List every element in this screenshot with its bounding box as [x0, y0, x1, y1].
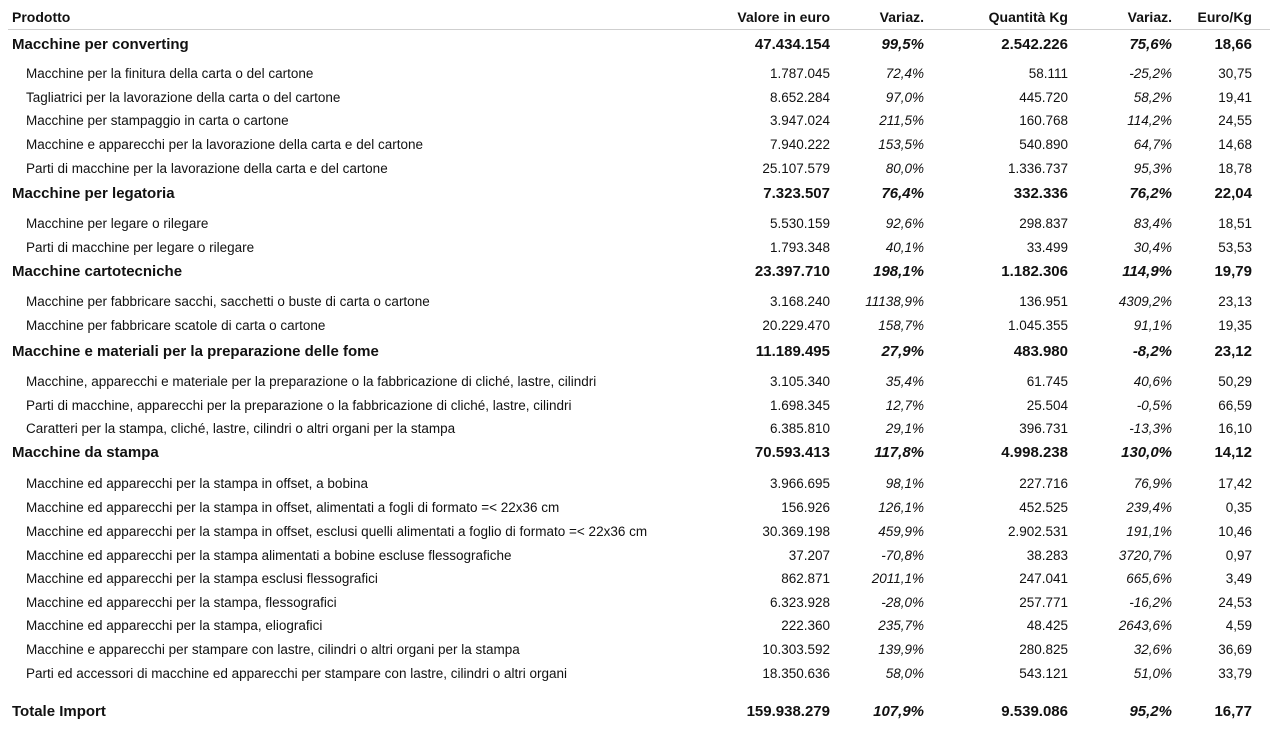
cell-euro-kg: 24,55 [1218, 113, 1252, 128]
cell-variaz-quantita: 76,9% [1133, 476, 1172, 491]
group-row [0, 341, 1270, 363]
cell-quantita: 38.283 [1026, 548, 1068, 563]
header-euro-kg: Euro/Kg [1197, 9, 1252, 25]
cell-prodotto: Macchine ed apparecchi per la stampa esclusi flessografici [26, 571, 378, 586]
cell-variaz-quantita: -8,2% [1132, 343, 1172, 360]
cell-variaz-valore: 107,9% [873, 703, 924, 720]
cell-valore: 25.107.579 [762, 161, 830, 176]
cell-prodotto: Tagliatrici per la lavorazione della carta o del cartone [26, 90, 341, 105]
cell-euro-kg: 19,41 [1218, 90, 1252, 105]
cell-quantita: 445.720 [1019, 90, 1068, 105]
table-row [0, 315, 1270, 337]
table-row [0, 521, 1270, 543]
cell-prodotto: Macchine ed apparecchi per la stampa alimentati a bobine escluse flessografiche [26, 548, 512, 563]
cell-quantita: 9.539.086 [1001, 703, 1068, 720]
table-row [0, 213, 1270, 235]
cell-prodotto: Macchine ed apparecchi per la stampa, eliografici [26, 618, 323, 633]
cell-variaz-valore: 92,6% [885, 216, 924, 231]
table-row [0, 497, 1270, 519]
cell-variaz-quantita: 239,4% [1126, 500, 1172, 515]
table-row [0, 592, 1270, 614]
cell-valore: 11.189.495 [755, 343, 830, 360]
cell-euro-kg: 18,66 [1214, 36, 1252, 53]
cell-valore: 6.323.928 [769, 595, 830, 610]
cell-prodotto: Macchine per fabbricare scatole di carta o cartone [26, 318, 326, 333]
table-row [0, 134, 1270, 156]
header-quantita: Quantità Kg [988, 9, 1068, 25]
cell-variaz-quantita: 83,4% [1133, 216, 1172, 231]
cell-variaz-quantita: 40,6% [1133, 374, 1172, 389]
table-row [0, 291, 1270, 313]
cell-euro-kg: 24,53 [1218, 595, 1252, 610]
cell-valore: 159.938.279 [746, 703, 830, 720]
group-row [0, 442, 1270, 464]
cell-valore: 1.787.045 [769, 66, 830, 81]
table-row [0, 473, 1270, 495]
cell-valore: 156.926 [781, 500, 830, 515]
cell-prodotto: Macchine per legare o rilegare [26, 216, 209, 231]
cell-valore: 1.793.348 [769, 240, 830, 255]
cell-quantita: 33.499 [1026, 240, 1068, 255]
cell-euro-kg: 19,79 [1214, 263, 1252, 280]
cell-prodotto: Macchine ed apparecchi per la stampa in offset, a bobina [26, 476, 368, 491]
cell-valore: 5.530.159 [769, 216, 830, 231]
cell-euro-kg: 3,49 [1225, 571, 1252, 586]
cell-variaz-quantita: 75,6% [1129, 36, 1172, 53]
cell-euro-kg: 50,29 [1218, 374, 1252, 389]
cell-prodotto: Macchine per fabbricare sacchi, sacchetti o buste di carta o cartone [26, 294, 430, 309]
cell-euro-kg: 0,35 [1225, 500, 1252, 515]
cell-euro-kg: 4,59 [1225, 618, 1252, 633]
cell-valore: 7.323.507 [763, 185, 830, 202]
cell-prodotto: Caratteri per la stampa, cliché, lastre, cilindri o altri organi per la stampa [26, 421, 456, 436]
cell-quantita: 396.731 [1019, 421, 1068, 436]
cell-quantita: 1.182.306 [1001, 263, 1068, 280]
cell-euro-kg: 30,75 [1218, 66, 1252, 81]
cell-prodotto: Parti di macchine per la lavorazione della carta e del cartone [26, 161, 388, 176]
cell-variaz-valore: 98,1% [885, 476, 924, 491]
cell-variaz-valore: 72,4% [885, 66, 924, 81]
cell-valore: 222.360 [781, 618, 830, 633]
cell-quantita: 298.837 [1019, 216, 1068, 231]
cell-euro-kg: 66,59 [1218, 398, 1252, 413]
cell-variaz-valore: 158,7% [878, 318, 924, 333]
cell-variaz-valore: -28,0% [881, 595, 924, 610]
cell-variaz-quantita: 64,7% [1133, 137, 1172, 152]
cell-variaz-quantita: 30,4% [1133, 240, 1172, 255]
cell-prodotto: Macchine, apparecchi e materiale per la preparazione o la fabbricazione di cliché, lastre, cilindri [26, 374, 597, 389]
cell-variaz-quantita: 95,2% [1129, 703, 1172, 720]
cell-variaz-valore: 459,9% [878, 524, 924, 539]
cell-variaz-valore: 2011,1% [871, 571, 924, 586]
cell-prodotto: Macchine per converting [12, 36, 189, 53]
cell-quantita: 2.902.531 [1007, 524, 1068, 539]
cell-euro-kg: 10,46 [1218, 524, 1252, 539]
cell-variaz-quantita: 91,1% [1133, 318, 1172, 333]
cell-euro-kg: 19,35 [1218, 318, 1252, 333]
cell-prodotto: Macchine e materiali per la preparazione delle fome [12, 343, 379, 360]
cell-variaz-valore: 12,7% [885, 398, 924, 413]
cell-variaz-valore: 198,1% [873, 263, 924, 280]
table-row [0, 418, 1270, 440]
cell-variaz-quantita: 95,3% [1133, 161, 1172, 176]
cell-quantita: 227.716 [1019, 476, 1068, 491]
cell-quantita: 1.336.737 [1007, 161, 1068, 176]
table-row [0, 395, 1270, 417]
cell-variaz-valore: 58,0% [885, 666, 924, 681]
cell-prodotto: Macchine ed apparecchi per la stampa in offset, alimentati a fogli di formato =< 22x36 cm [26, 500, 560, 515]
cell-euro-kg: 14,12 [1214, 444, 1252, 461]
cell-variaz-quantita: 58,2% [1133, 90, 1172, 105]
cell-variaz-valore: 139,9% [878, 642, 924, 657]
cell-prodotto: Macchine ed apparecchi per la stampa in offset, esclusi quelli alimentati a foglio di formato =< 22x36 cm [26, 524, 648, 539]
cell-prodotto: Macchine e apparecchi per stampare con lastre, cilindri o altri organi per la stampa [26, 642, 520, 657]
cell-euro-kg: 16,10 [1218, 421, 1252, 436]
table-row [0, 545, 1270, 567]
cell-valore: 8.652.284 [769, 90, 830, 105]
cell-variaz-valore: 211,5% [879, 113, 924, 128]
cell-valore: 20.229.470 [762, 318, 830, 333]
cell-prodotto: Macchine e apparecchi per la lavorazione della carta e del cartone [26, 137, 423, 152]
cell-valore: 37.207 [788, 548, 830, 563]
table-row [0, 663, 1270, 685]
cell-variaz-valore: 76,4% [881, 185, 924, 202]
cell-variaz-valore: 117,8% [874, 444, 924, 461]
cell-variaz-quantita: 76,2% [1129, 185, 1172, 202]
cell-euro-kg: 53,53 [1218, 240, 1252, 255]
cell-prodotto: Macchine per la finitura della carta o del cartone [26, 66, 314, 81]
cell-valore: 7.940.222 [769, 137, 830, 152]
cell-prodotto: Macchine per legatoria [12, 185, 175, 202]
cell-variaz-quantita: 2643,6% [1118, 618, 1172, 633]
table-row [0, 371, 1270, 393]
header-valore: Valore in euro [737, 9, 830, 25]
cell-prodotto: Macchine da stampa [12, 444, 159, 461]
header-variaz-valore: Variaz. [879, 9, 924, 25]
table-row [0, 237, 1270, 259]
cell-variaz-quantita: 4309,2% [1118, 294, 1172, 309]
cell-euro-kg: 22,04 [1214, 185, 1252, 202]
cell-variaz-valore: 11138,9% [865, 294, 924, 309]
cell-prodotto: Parti di macchine per legare o rilegare [26, 240, 255, 255]
cell-prodotto: Parti di macchine, apparecchi per la preparazione o la fabbricazione di cliché, lastre, cilindri [26, 398, 572, 413]
table-row [0, 615, 1270, 637]
cell-variaz-quantita: -16,2% [1129, 595, 1172, 610]
cell-euro-kg: 16,77 [1214, 703, 1252, 720]
cell-valore: 18.350.636 [762, 666, 830, 681]
cell-quantita: 280.825 [1019, 642, 1068, 657]
cell-quantita: 48.425 [1026, 618, 1068, 633]
cell-variaz-quantita: 32,6% [1133, 642, 1172, 657]
cell-variaz-quantita: 130,0% [1121, 444, 1172, 461]
table-row [0, 63, 1270, 85]
cell-quantita: 136.951 [1019, 294, 1068, 309]
cell-variaz-valore: 27,9% [881, 343, 924, 360]
cell-variaz-valore: 235,7% [878, 618, 924, 633]
header-variaz-quantita: Variaz. [1127, 9, 1172, 25]
cell-variaz-quantita: 114,2% [1127, 113, 1172, 128]
cell-variaz-valore: 99,5% [881, 36, 924, 53]
cell-variaz-quantita: -25,2% [1129, 66, 1172, 81]
table-row [0, 568, 1270, 590]
cell-variaz-valore: 153,5% [878, 137, 924, 152]
table-row [0, 87, 1270, 109]
cell-quantita: 25.504 [1026, 398, 1068, 413]
cell-variaz-valore: -70,8% [881, 548, 924, 563]
cell-euro-kg: 17,42 [1218, 476, 1252, 491]
cell-quantita: 483.980 [1013, 343, 1068, 360]
cell-euro-kg: 23,13 [1218, 294, 1252, 309]
cell-prodotto: Macchine cartotecniche [12, 263, 183, 280]
cell-prodotto: Macchine per stampaggio in carta o cartone [26, 113, 289, 128]
cell-quantita: 2.542.226 [1001, 36, 1068, 53]
cell-variaz-quantita: -0,5% [1136, 398, 1172, 413]
cell-euro-kg: 23,12 [1214, 343, 1252, 360]
cell-valore: 1.698.345 [769, 398, 830, 413]
cell-euro-kg: 18,51 [1218, 216, 1252, 231]
cell-prodotto: Totale Import [12, 703, 106, 720]
cell-variaz-quantita: 3720,7% [1118, 548, 1172, 563]
cell-variaz-valore: 80,0% [885, 161, 924, 176]
cell-variaz-valore: 35,4% [885, 374, 924, 389]
cell-variaz-quantita: 51,0% [1133, 666, 1172, 681]
cell-prodotto: Parti ed accessori di macchine ed apparecchi per stampare con lastre, cilindri o altri organi [26, 666, 568, 681]
cell-quantita: 58.111 [1028, 66, 1068, 81]
cell-valore: 70.593.413 [754, 444, 830, 461]
group-row [0, 183, 1270, 205]
cell-valore: 6.385.810 [769, 421, 830, 436]
cell-prodotto: Macchine ed apparecchi per la stampa, flessografici [26, 595, 337, 610]
cell-quantita: 543.121 [1019, 666, 1068, 681]
cell-quantita: 540.890 [1019, 137, 1068, 152]
group-row [0, 261, 1270, 283]
cell-quantita: 257.771 [1019, 595, 1068, 610]
cell-variaz-quantita: -13,3% [1129, 421, 1172, 436]
cell-valore: 23.397.710 [754, 263, 830, 280]
cell-valore: 10.303.592 [762, 642, 830, 657]
header-divider [8, 29, 1270, 30]
cell-euro-kg: 0,97 [1225, 548, 1252, 563]
cell-quantita: 160.768 [1019, 113, 1068, 128]
cell-valore: 3.966.695 [769, 476, 830, 491]
cell-valore: 3.168.240 [769, 294, 830, 309]
cell-variaz-quantita: 114,9% [1122, 263, 1172, 280]
cell-euro-kg: 18,78 [1218, 161, 1252, 176]
table-header [0, 6, 1270, 28]
table-row [0, 639, 1270, 661]
cell-valore: 3.105.340 [769, 374, 830, 389]
cell-variaz-valore: 40,1% [885, 240, 924, 255]
cell-variaz-quantita: 191,1% [1126, 524, 1172, 539]
cell-euro-kg: 33,79 [1218, 666, 1252, 681]
cell-euro-kg: 36,69 [1218, 642, 1252, 657]
cell-quantita: 247.041 [1019, 571, 1068, 586]
cell-valore: 30.369.198 [762, 524, 830, 539]
cell-variaz-valore: 126,1% [878, 500, 924, 515]
cell-quantita: 1.045.355 [1007, 318, 1068, 333]
cell-quantita: 332.336 [1013, 185, 1068, 202]
cell-variaz-valore: 29,1% [885, 421, 924, 436]
cell-valore: 862.871 [781, 571, 830, 586]
cell-variaz-valore: 97,0% [885, 90, 924, 105]
cell-quantita: 4.998.238 [1001, 444, 1068, 461]
header-prodotto: Prodotto [12, 9, 71, 25]
table-row [0, 110, 1270, 132]
group-row [0, 34, 1270, 56]
total-row [0, 701, 1270, 723]
cell-quantita: 452.525 [1019, 500, 1068, 515]
cell-variaz-quantita: 665,6% [1126, 571, 1172, 586]
cell-euro-kg: 14,68 [1218, 137, 1252, 152]
cell-valore: 47.434.154 [754, 36, 830, 53]
cell-quantita: 61.745 [1026, 374, 1068, 389]
table-row [0, 158, 1270, 180]
cell-valore: 3.947.024 [769, 113, 830, 128]
